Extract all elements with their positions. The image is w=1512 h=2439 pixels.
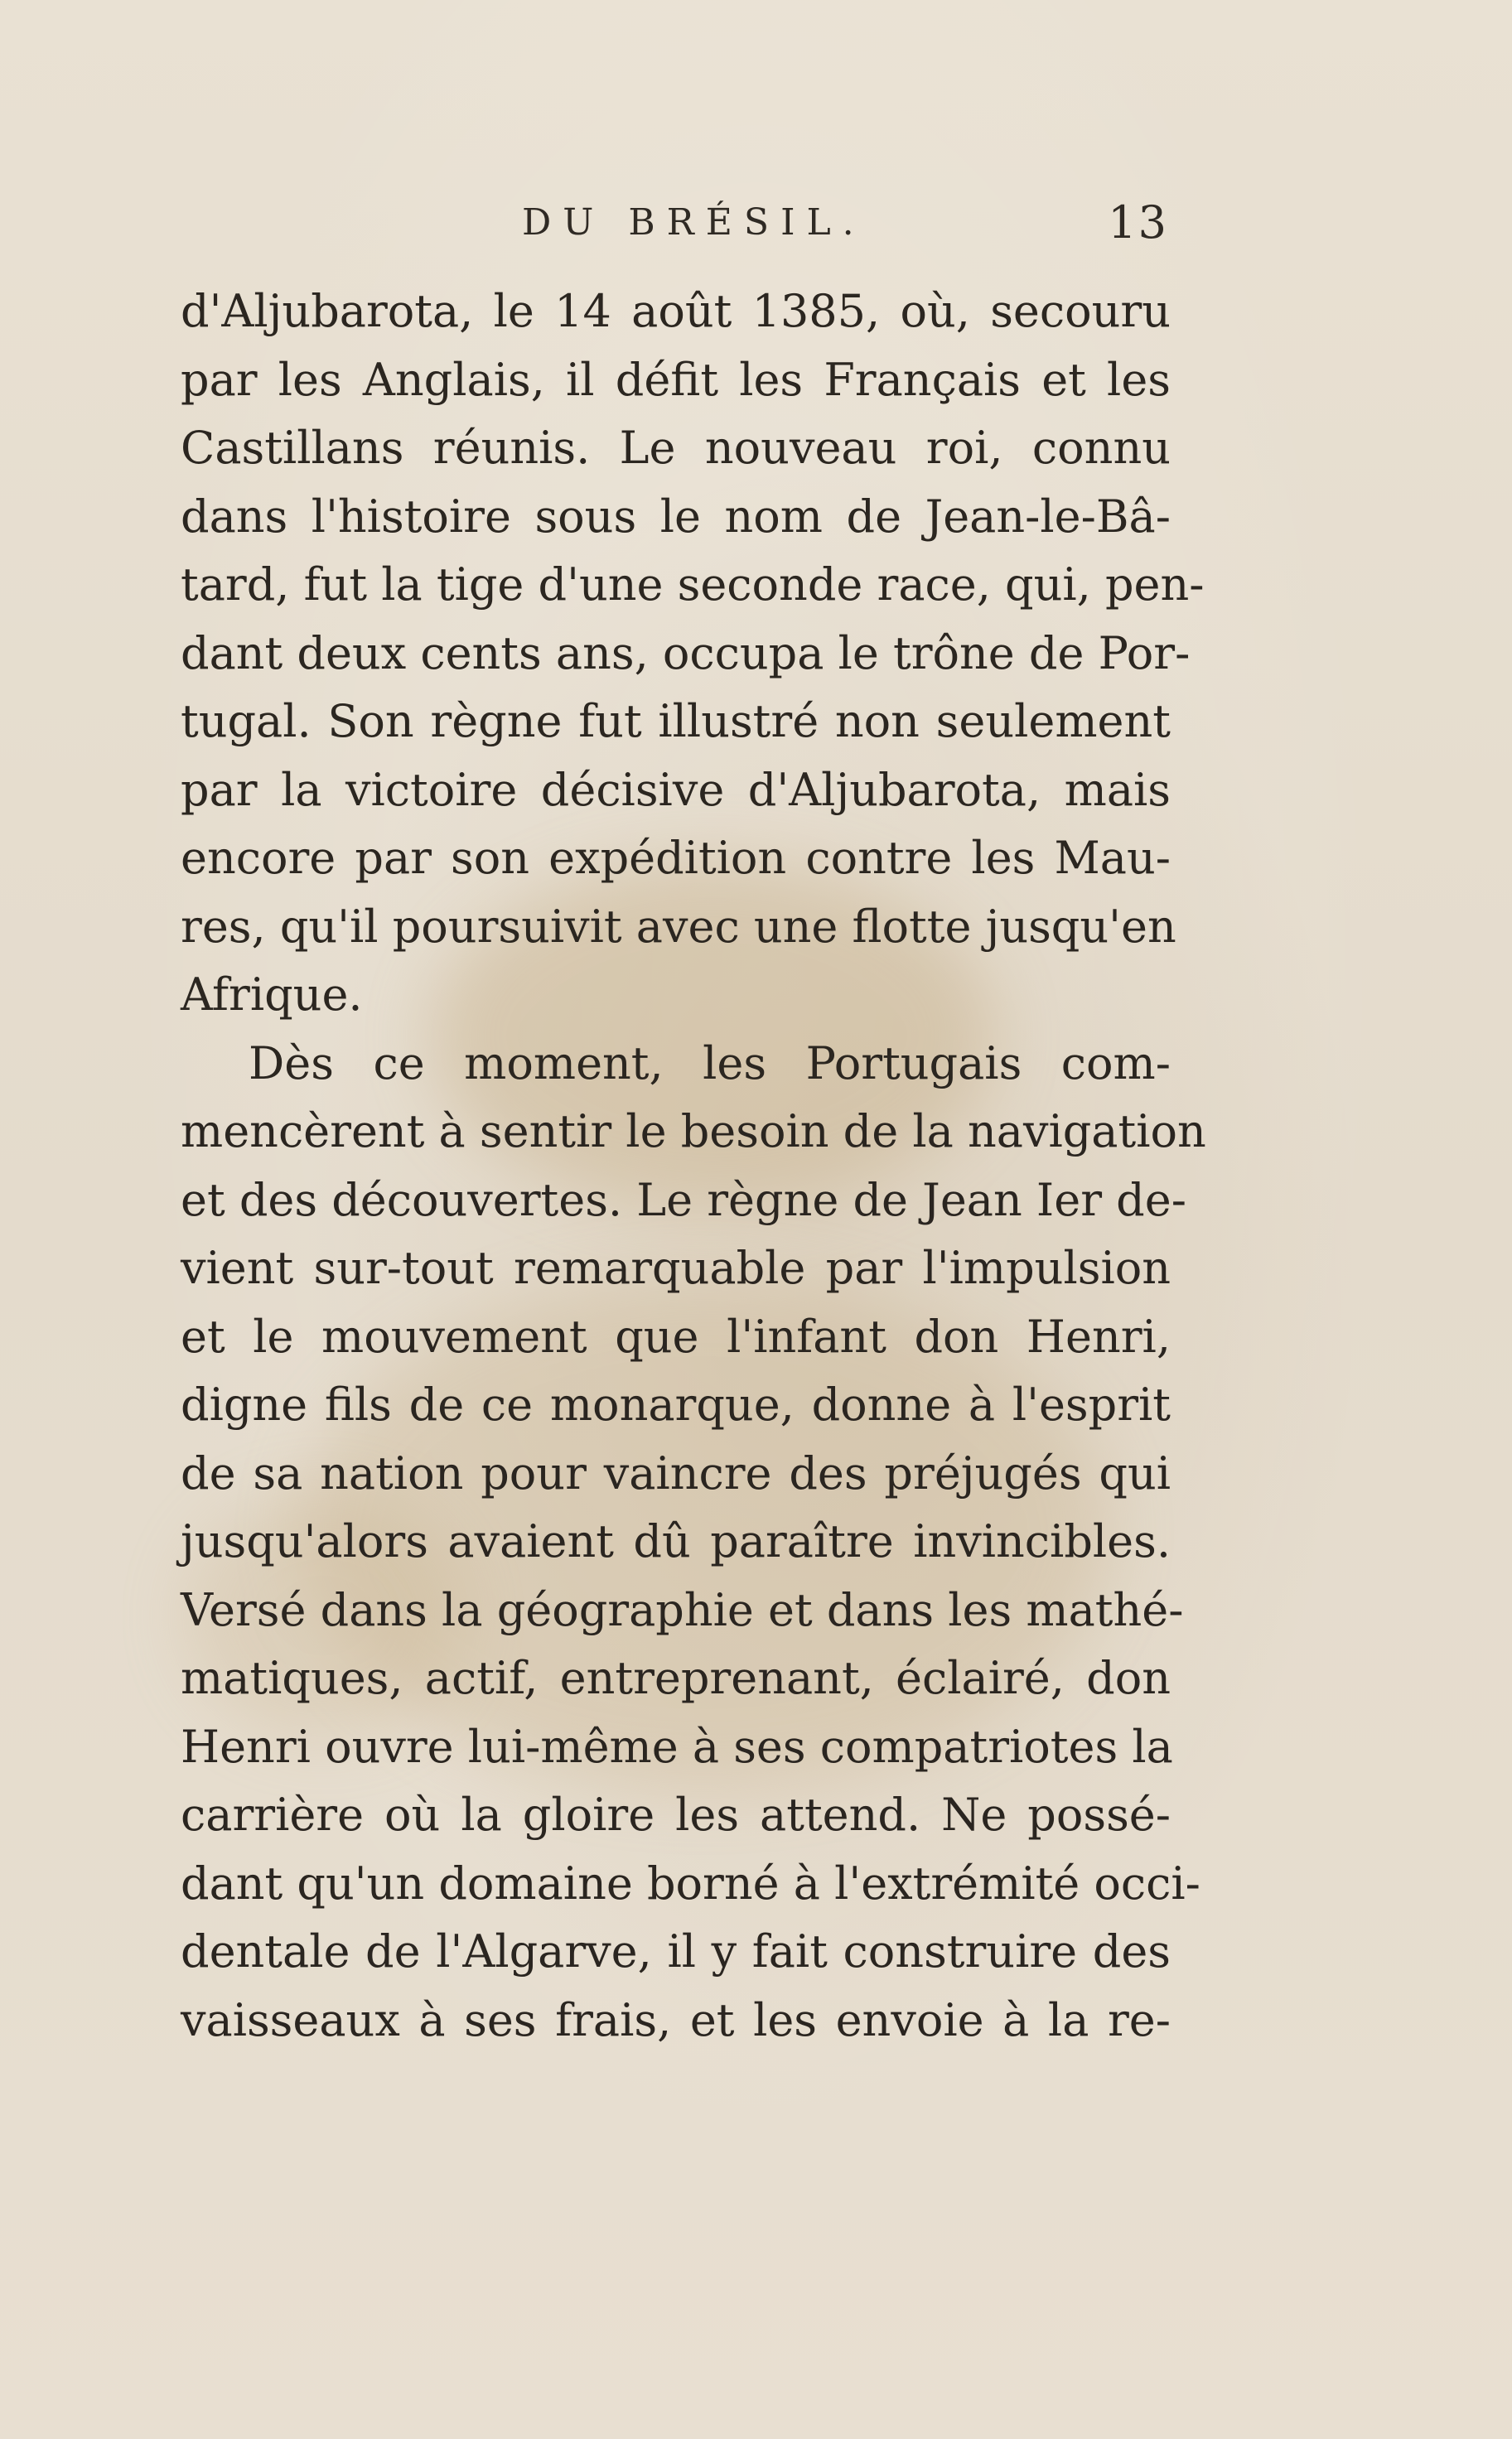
text-line: Versé dans la géographie et dans les mathé- (181, 1583, 1184, 1636)
text-line: d'Aljubarota, le 14 août 1385, où, secouru (181, 285, 1171, 337)
text-line: vient sur-tout remarquable par l'impulsion (181, 1242, 1171, 1294)
text-line: dant qu'un domaine borné à l'extrémité occi- (181, 1857, 1200, 1910)
page-number: 13 (1108, 196, 1168, 249)
text-line: vaisseaux à ses frais, et les envoie à la re- (181, 1993, 1171, 2046)
page-header (182, 196, 1168, 259)
text-line: encore par son expédition contre les Mau- (181, 832, 1171, 884)
text-line: mencèrent à sentir le besoin de la navigation (181, 1105, 1206, 1157)
text-line: Henri ouvre lui-même à ses compatriotes la (181, 1720, 1173, 1773)
text-line: Castillans réunis. Le nouveau roi, connu (181, 422, 1171, 474)
text-line: Afrique. (181, 968, 363, 1021)
text-line: matiques, actif, entreprenant, éclairé, don (181, 1652, 1171, 1704)
text-line: carrière où la gloire les attend. Ne possé- (181, 1789, 1171, 1841)
text-line: jusqu'alors avaient dû paraître invincibles. (181, 1515, 1171, 1567)
text-line: de sa nation pour vaincre des préjugés qui (181, 1446, 1171, 1500)
text-line: par les Anglais, il défit les Français et les (181, 353, 1171, 406)
text-line: et des découvertes. Le règne de Jean Ier de- (181, 1173, 1186, 1226)
text-line: dentale de l'Algarve, il y fait construire des (181, 1925, 1171, 1978)
running-title: DU BRÉSIL. (522, 201, 866, 244)
text-line: digne fils de ce monarque, donne à l'esprit (181, 1379, 1171, 1431)
text-line: et le mouvement que l'infant don Henri, (181, 1310, 1171, 1363)
text-line: par la victoire décisive d'Aljubarota, mais (181, 763, 1171, 816)
text-line: Dès ce moment, les Portugais com- (249, 1036, 1171, 1089)
body-text (181, 278, 1206, 2059)
text-line: dans l'histoire sous le nom de Jean-le-Bâ- (181, 490, 1171, 543)
text-line: res, qu'il poursuivit avec une flotte jusqu'en (181, 900, 1176, 953)
text-line: dant deux cents ans, occupa le trône de Por- (181, 626, 1191, 679)
text-line: tard, fut la tige d'une seconde race, qui, pen- (181, 558, 1205, 611)
text-line: tugal. Son règne fut illustré non seulement (181, 695, 1171, 747)
